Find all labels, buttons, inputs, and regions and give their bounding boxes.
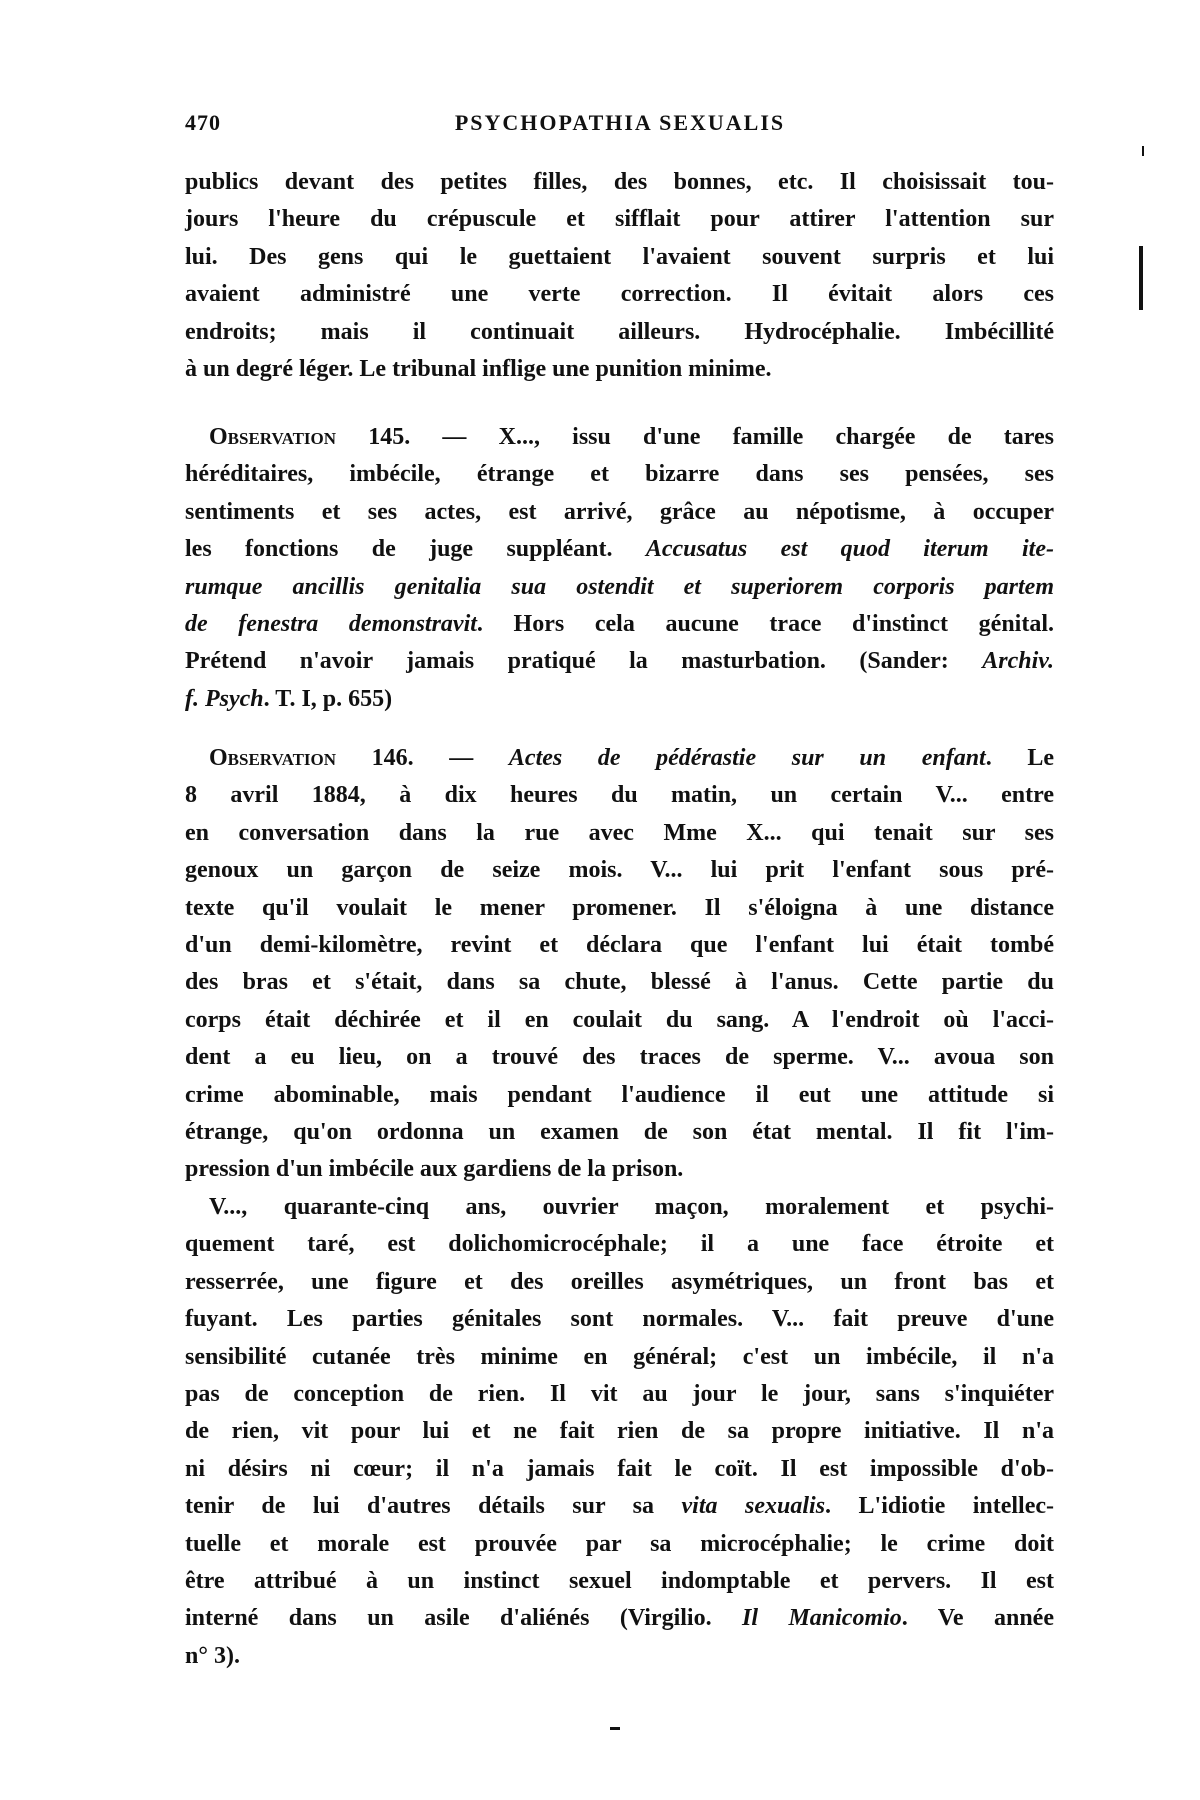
text-line <box>185 314 1054 351</box>
text-segment: resserrée, une figure et des oreilles asymétriques, un front bas et <box>185 1268 1054 1295</box>
text-line <box>185 201 1054 238</box>
italic-text: vita sexualis <box>681 1493 826 1520</box>
observation-146-description <box>185 1189 1054 1675</box>
text-segment: publics devant des petites filles, des bonnes, etc. Il choisissait tou- <box>185 169 1054 195</box>
text-line <box>185 1488 1054 1525</box>
page-number: 470 <box>185 110 221 135</box>
margin-bar <box>1139 246 1143 310</box>
text-line <box>185 419 1054 456</box>
italic-text: Archiv. <box>982 648 1054 675</box>
text-segment: sensibilité cutanée très minime en général; c'est un imbécile, il n'a <box>185 1343 1054 1370</box>
text-segment: d'un demi-kilomètre, revint et déclara que l'enfant lui était tombé <box>185 931 1054 958</box>
text-line <box>185 531 1054 568</box>
text-line <box>185 606 1054 643</box>
text-line <box>185 276 1054 313</box>
margin-speck <box>1142 146 1144 156</box>
text-line <box>185 569 1054 606</box>
text-segment: des bras et s'était, dans sa chute, blessé à l'anus. Cette partie du <box>185 969 1054 996</box>
text-line <box>185 1301 1054 1338</box>
text-line <box>185 1451 1054 1488</box>
text-segment: . T. I, p. 655) <box>263 685 393 712</box>
text-segment: texte qu'il voulait le mener promener. Il s'éloigna à une distance <box>185 894 1054 921</box>
text-segment: V..., quarante-cinq ans, ouvrier maçon, moralement et psychi- <box>209 1194 1054 1220</box>
text-line <box>185 1039 1054 1076</box>
text-segment: être attribué à un instinct sexuel indomptable et pervers. Il est <box>185 1567 1054 1594</box>
text-line <box>185 1413 1054 1450</box>
text-line <box>185 681 1054 718</box>
text-segment: à un degré léger. Le tribunal inflige une punition minime. <box>185 355 772 382</box>
text-segment: endroits; mais il continuait ailleurs. Hydrocéphalie. Imbécillité <box>185 318 1054 345</box>
text-line <box>185 740 1054 777</box>
text-line <box>185 1226 1054 1263</box>
bottom-dash <box>610 1727 620 1730</box>
observation-145 <box>185 419 1054 718</box>
text-segment: en conversation dans la rue avec Mme X... qui tenait sur ses <box>185 819 1054 846</box>
text-line <box>185 456 1054 493</box>
text-line <box>185 1077 1054 1114</box>
text-segment: Prétend n'avoir jamais pratiqué la masturbation. (Sander: <box>185 648 983 675</box>
text-segment: tuelle et morale est prouvée par sa microcéphalie; le crime doit <box>185 1530 1054 1557</box>
observation-label: Observation <box>209 745 337 771</box>
text-segment: jours l'heure du crépuscule et sifflait pour attirer l'attention sur <box>185 206 1054 233</box>
text-segment: . L'idiotie intellec- <box>825 1493 1055 1520</box>
text-line <box>185 1376 1054 1413</box>
text-segment: lui. Des gens qui le guettaient l'avaient souvent surpris et lui <box>185 243 1054 270</box>
italic-text: Il Manicomio <box>742 1605 902 1632</box>
text-segment: de rien, vit pour lui et ne fait rien de sa propre initiative. Il n'a <box>185 1418 1054 1445</box>
text-segment: n° 3). <box>185 1642 240 1669</box>
running-title: PSYCHOPATHIA SEXUALIS <box>454 110 786 135</box>
text-segment: pression d'un imbécile aux gardiens de la prison. <box>185 1156 684 1183</box>
text-segment: 145. — X..., issu d'une famille chargée de tares <box>336 424 1054 450</box>
text-line <box>185 964 1054 1001</box>
text-line <box>185 927 1054 964</box>
text-line <box>185 351 1054 388</box>
text-segment: interné dans un asile d'aliénés (Virgilio. <box>185 1605 743 1632</box>
text-segment: . Le <box>985 745 1055 771</box>
text-line <box>185 1526 1054 1563</box>
text-segment: fuyant. Les parties génitales sont normales. V... fait preuve d'une <box>185 1306 1054 1333</box>
text-line <box>185 1339 1054 1376</box>
italic-text: f. Psych <box>185 685 264 712</box>
text-segment: héréditaires, imbécile, étrange et bizarre dans ses pensées, ses <box>185 461 1054 488</box>
italic-text: de fenestra demonstravit <box>185 610 477 637</box>
text-line <box>185 777 1054 814</box>
text-line <box>185 494 1054 531</box>
italic-text: Accusatus est quod iterum ite- <box>645 536 1054 563</box>
observation-146 <box>185 740 1054 1189</box>
text-segment: avaient administré une verte correction. Il évitait alors ces <box>185 281 1054 308</box>
text-segment: genoux un garçon de seize mois. V... lui prit l'enfant sous pré- <box>185 857 1054 884</box>
text-line <box>185 1189 1054 1226</box>
observation-label: Observation <box>209 424 337 450</box>
italic-text: Actes de pédérastie sur un enfant <box>508 745 986 771</box>
text-segment: tenir de lui d'autres détails sur sa <box>185 1493 682 1520</box>
text-line <box>185 1002 1054 1039</box>
text-segment: . Ve année <box>901 1605 1054 1632</box>
text-line <box>185 643 1054 680</box>
text-line <box>185 815 1054 852</box>
text-segment: corps était déchirée et il en coulait du sang. A l'endroit où l'acci- <box>185 1006 1054 1033</box>
text-line <box>185 1264 1054 1301</box>
text-line <box>185 1563 1054 1600</box>
text-segment: 8 avril 1884, à dix heures du matin, un certain V... entre <box>185 782 1054 809</box>
text-line <box>185 1638 1054 1675</box>
text-segment: crime abominable, mais pendant l'audience il eut une attitude si <box>185 1081 1054 1108</box>
text-segment: ni désirs ni cœur; il n'a jamais fait le coït. Il est impossible d'ob- <box>185 1455 1054 1482</box>
text-line <box>185 852 1054 889</box>
text-segment: quement taré, est dolichomicrocéphale; il a une face étroite et <box>185 1231 1054 1258</box>
text-line <box>185 1600 1054 1637</box>
paragraph-continuation <box>185 164 1054 388</box>
text-line <box>185 890 1054 927</box>
italic-text: rumque ancillis genitalia sua ostendit et superiorem corporis partem <box>185 573 1054 600</box>
text-segment: dent a eu lieu, on a trouvé des traces de sperme. V... avoua son <box>185 1044 1054 1071</box>
text-segment: étrange, qu'on ordonna un examen de son état mental. Il fit l'im- <box>185 1118 1054 1145</box>
text-line <box>185 1151 1054 1188</box>
text-segment: 146. — <box>336 745 509 771</box>
text-segment: . Hors cela aucune trace d'instinct génital. <box>476 610 1054 637</box>
text-line <box>185 1114 1054 1151</box>
text-segment: pas de conception de rien. Il vit au jour le jour, sans s'inquiéter <box>185 1380 1054 1407</box>
text-segment: sentiments et ses actes, est arrivé, grâce au népotisme, à occuper <box>185 498 1054 525</box>
text-line <box>185 239 1054 276</box>
text-segment: les fonctions de juge suppléant. <box>185 536 646 563</box>
text-line <box>185 164 1054 201</box>
